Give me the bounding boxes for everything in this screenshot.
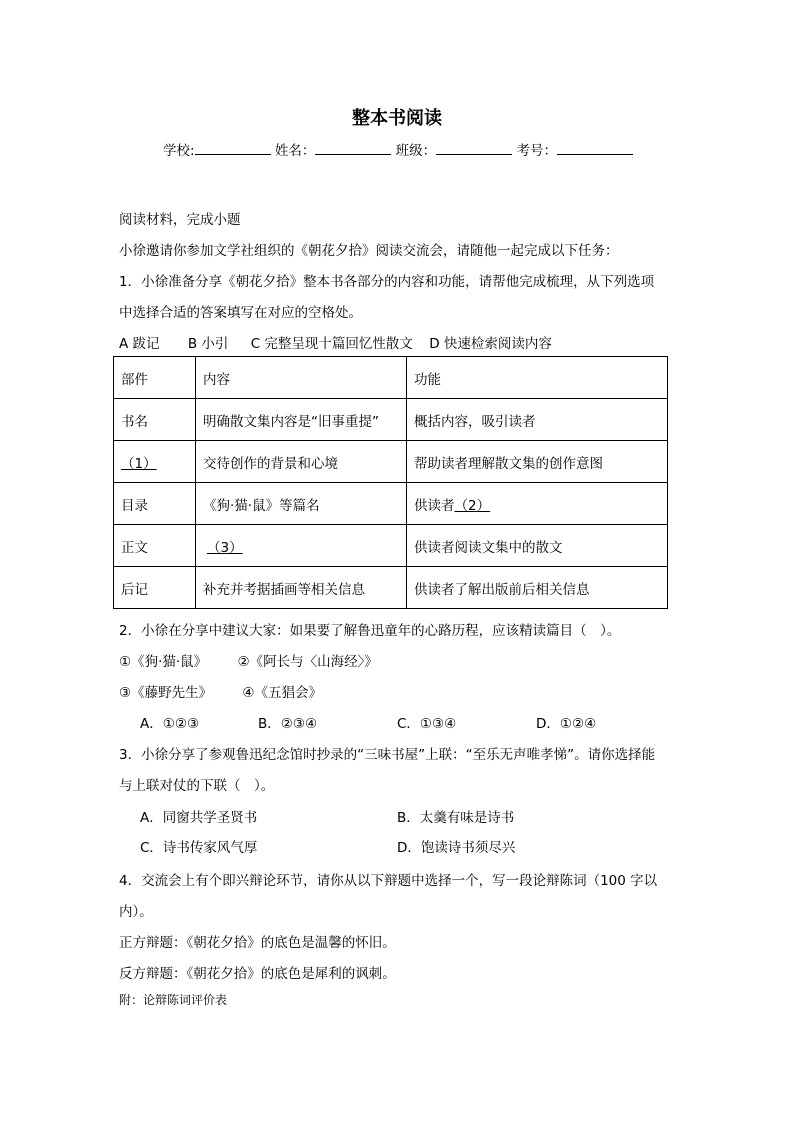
number-label: 考号： bbox=[516, 143, 557, 159]
page-title: 整本书阅读 bbox=[352, 108, 442, 129]
table-header-cell: 功能 bbox=[407, 357, 668, 399]
q1-text-a: 1．小徐准备分享《朝花夕拾》整本书各部分的内容和功能，请帮他完成梳理，从下列选项 bbox=[119, 274, 655, 290]
q1-option-a: A 跋记 bbox=[119, 336, 160, 352]
q1-text-b: 中选择合适的答案填写在对应的空格处。 bbox=[119, 305, 362, 321]
table-cell: 概括内容，吸引读者 bbox=[407, 399, 668, 441]
book-structure-table bbox=[113, 356, 668, 609]
table-row bbox=[114, 399, 668, 441]
table-cell: 帮助读者理解散文集的创作意图 bbox=[407, 441, 668, 483]
intro-line-2: 小徐邀请你参加文学社组织的《朝花夕拾》阅读交流会，请随他一起完成以下任务： bbox=[119, 243, 619, 259]
name-label: 姓名： bbox=[274, 143, 316, 159]
q3-choice-b[interactable]: B．太羹有味是诗书 bbox=[397, 810, 515, 826]
q4-pro-topic: 正方辩题：《朝花夕拾》的底色是温馨的怀旧。 bbox=[119, 935, 396, 951]
q3-choice-d[interactable]: D．饱读诗书须尽兴 bbox=[397, 840, 516, 856]
q2-text: 2．小徐在分享中建议大家：如果要了解鲁迅童年的心路历程，应该精读篇目（ ）。 bbox=[119, 623, 621, 639]
table-cell: 书名 bbox=[114, 399, 196, 441]
table-header-cell: 部件 bbox=[114, 357, 196, 399]
table-cell: 明确散文集内容是“旧事重提” bbox=[196, 399, 407, 441]
table-cell: 目录 bbox=[114, 483, 196, 525]
q4-attachment-label: 附：论辩陈词评价表 bbox=[119, 993, 228, 1007]
q2-choice-d[interactable]: D．①②④ bbox=[536, 716, 597, 732]
q1-option-d: D 快速检索阅读内容 bbox=[429, 336, 552, 352]
q4-con-topic: 反方辩题：《朝花夕拾》的底色是犀利的讽刺。 bbox=[119, 966, 396, 982]
table-cell-blank[interactable] bbox=[196, 525, 407, 567]
q2-item-3: ③《藤野先生》 bbox=[119, 685, 213, 701]
q2-choice-c[interactable]: C．①③④ bbox=[397, 716, 457, 732]
class-field[interactable] bbox=[436, 140, 512, 155]
q4-text-b: 内）。 bbox=[119, 904, 153, 920]
table-cell: 后记 bbox=[114, 567, 196, 609]
school-field[interactable] bbox=[195, 140, 271, 155]
table-row bbox=[114, 441, 668, 483]
q2-item-1: ①《狗·猫·鼠》 bbox=[119, 654, 208, 670]
table-cell-blank[interactable] bbox=[114, 441, 196, 483]
table-cell: 补充并考据插画等相关信息 bbox=[196, 567, 407, 609]
table-cell: 正文 bbox=[114, 525, 196, 567]
q3-text-b: 与上联对仗的下联（ ）。 bbox=[119, 778, 275, 794]
table-cell: 供读者阅读文集中的散文 bbox=[407, 525, 668, 567]
student-info-line bbox=[163, 139, 633, 159]
q2-choice-b[interactable]: B．②③④ bbox=[258, 716, 318, 732]
number-field[interactable] bbox=[557, 140, 633, 155]
school-label: 学校: bbox=[163, 143, 195, 159]
q2-choice-a[interactable]: A．①②③ bbox=[140, 716, 200, 732]
table-header-cell: 内容 bbox=[196, 357, 407, 399]
q2-item-2: ②《阿长与〈山海经〉》 bbox=[237, 654, 378, 670]
q1-option-c: C 完整呈现十篇回忆性散文 bbox=[250, 336, 413, 352]
table-row bbox=[114, 567, 668, 609]
table-header-row bbox=[114, 357, 668, 399]
table-cell bbox=[407, 483, 668, 525]
q4-text-a: 4．交流会上有个即兴辩论环节，请你从以下辩题中选择一个，写一段论辩陈词（100 字以 bbox=[119, 873, 658, 889]
table-cell: 《狗·猫·鼠》等篇名 bbox=[196, 483, 407, 525]
class-label: 班级： bbox=[395, 143, 437, 159]
table-cell: 供读者了解出版前后相关信息 bbox=[407, 567, 668, 609]
q2-item-4: ④《五猖会》 bbox=[242, 685, 323, 701]
q3-text-a: 3．小徐分享了参观鲁迅纪念馆时抄录的“三味书屋”上联：“至乐无声唯孝悌”。请你选择能 bbox=[119, 747, 656, 763]
q2-items-row-2 bbox=[119, 681, 322, 701]
intro-line-1: 阅读材料，完成小题 bbox=[119, 212, 241, 228]
blank-3[interactable]: （3） bbox=[207, 539, 243, 556]
q1-option-b: B 小引 bbox=[187, 336, 229, 352]
table-row bbox=[114, 525, 668, 567]
blank-2[interactable]: （2） bbox=[454, 497, 491, 514]
q3-choice-a[interactable]: A．同窗共学圣贤书 bbox=[140, 810, 258, 826]
q3-choice-c[interactable]: C．诗书传家风气厚 bbox=[140, 840, 258, 856]
blank-1[interactable]: （1） bbox=[121, 455, 157, 472]
name-field[interactable] bbox=[315, 140, 391, 155]
q2-items-row-1 bbox=[119, 650, 378, 670]
function-text: 供读者 bbox=[414, 497, 455, 514]
table-row bbox=[114, 483, 668, 525]
table-cell: 交待创作的背景和心境 bbox=[196, 441, 407, 483]
q1-options bbox=[119, 332, 552, 352]
